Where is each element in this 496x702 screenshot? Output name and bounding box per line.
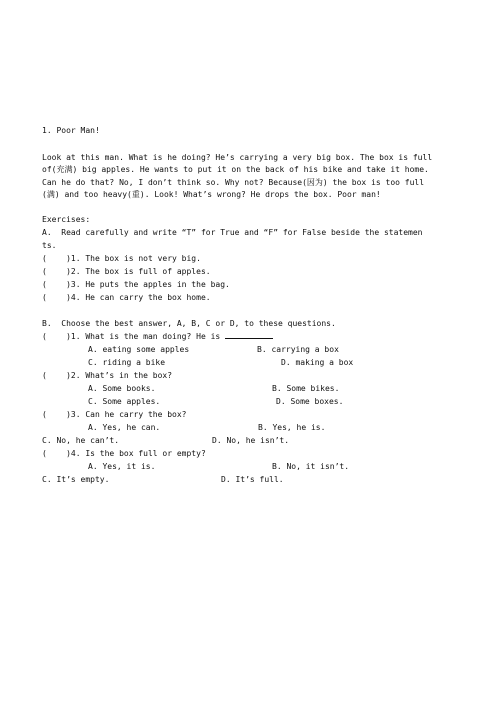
option-b: B. carrying a box: [257, 345, 339, 354]
story-line: (满) and too heavy(重). Look! What’s wrong? He drops the box. Poor man!: [42, 190, 381, 199]
answer-blank: [225, 331, 273, 339]
option-a: A. Yes, it is.: [88, 462, 156, 471]
option-b: B. Yes, he is.: [258, 423, 326, 432]
tf-item: ( )1. The box is not very big.: [42, 254, 201, 263]
option-d: D. No, he isn’t.: [212, 436, 290, 445]
tf-item: ( )4. He can carry the box home.: [42, 293, 211, 302]
question-2: ( )2. What’s in the box?: [42, 371, 173, 380]
option-a: A. eating some apples: [88, 345, 190, 354]
tf-item: ( )2. The box is full of apples.: [42, 267, 211, 276]
option-a: A. Yes, he can.: [88, 423, 161, 432]
option-b: B. Some bikes.: [272, 384, 340, 393]
option-c: C. It’s empty.: [42, 475, 110, 484]
option-a: A. Some books.: [88, 384, 156, 393]
section-a-instruction-cont: ts.: [42, 241, 57, 250]
option-b: B. No, it isn’t.: [272, 462, 350, 471]
story-line: Look at this man. What is he doing? He’s carrying a very big box. The box is full: [42, 153, 433, 162]
option-d: D. Some boxes.: [276, 397, 344, 406]
exercises-heading: Exercises:: [42, 215, 91, 224]
option-c: C. riding a bike: [88, 358, 166, 367]
option-d: D. making a box: [281, 358, 354, 367]
question-text: ( )1. What is the man doing? He is: [42, 332, 226, 341]
question-3: ( )3. Can he carry the box?: [42, 410, 187, 419]
option-c: C. No, he can’t.: [42, 436, 120, 445]
section-b-instruction: B. Choose the best answer, A, B, C or D, to these questions.: [42, 319, 336, 328]
story-title: 1. Poor Man!: [42, 126, 100, 135]
question-1: [42, 331, 273, 342]
story-line: of(充满) big apples. He wants to put it on the back of his bike and take it home.: [42, 165, 429, 174]
option-c: C. Some apples.: [88, 397, 161, 406]
question-4: ( )4. Is the box full or empty?: [42, 449, 206, 458]
story-line: Can he do that? No, I don’t think so. Why not? Because(因为) the box is too full: [42, 178, 425, 187]
tf-item: ( )3. He puts the apples in the bag.: [42, 280, 230, 289]
option-d: D. It’s full.: [221, 475, 284, 484]
section-a-instruction: A. Read carefully and write “T” for True and “F” for False beside the statemen: [42, 228, 423, 237]
